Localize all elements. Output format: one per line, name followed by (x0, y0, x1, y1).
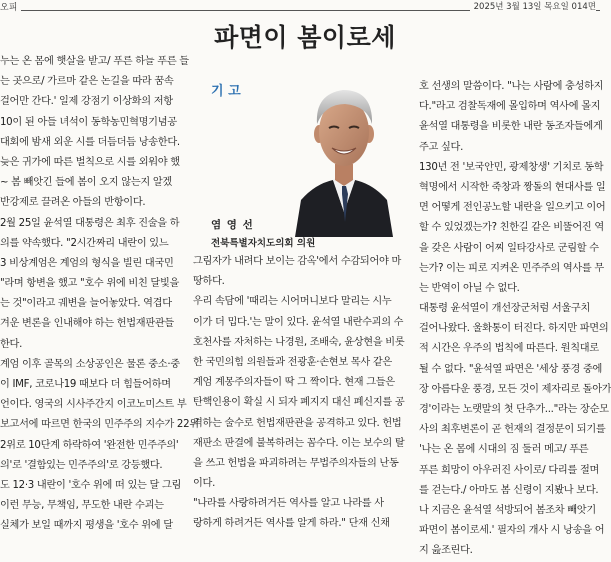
text-line: 을 쓰고 헌법을 파괴하려는 무법주의자들의 난동 (193, 457, 399, 469)
text-line: 을 갖은 사람이 어찌 일타강사로 군림할 수 (419, 242, 599, 254)
text-line: 언이다. 영국의 시사주간지 이코노미스트 부 (0, 399, 187, 411)
text-line: 걸어만 간다.' 일제 강점기 이상화의 저항 (0, 96, 173, 108)
text-line: 면 어떻게 전인공노할 내란을 일으키고 이어 (419, 202, 606, 214)
text-line: 대통령 윤석열이 개선장군처럼 서울구치 (419, 303, 591, 315)
article-column-3 (419, 77, 611, 562)
text-line: "나라를 사랑하려거든 역사를 알고 나라를 사 (193, 498, 384, 510)
text-line: 늦은 귀가에 따른 벌칙으로 시를 외워야 했 (0, 156, 180, 168)
text-line: 10이 된 아들 녀석이 동학농민혁명기념공 (0, 116, 177, 128)
text-line: 보고서에 따르면 한국의 민주주의 지수가 22위 (0, 419, 199, 431)
text-line: 계엄 계몽주의자들이 딱 그 짝이다. 현재 그들은 (193, 377, 395, 389)
text-line: 겨운 변론을 인내해야 하는 헌법재판관들 (0, 318, 174, 330)
text-line: 지 읊조린다. (419, 545, 473, 557)
article-column-2 (193, 252, 405, 535)
masthead (0, 0, 600, 14)
text-line: 2위로 10단계 하락하여 '완전한 민주주의' (0, 439, 179, 451)
text-line: 혁명에서 시작한 죽창과 짱돌의 현대사를 일 (419, 181, 606, 193)
text-line: 다."라고 검찰독재에 몰입하며 역사에 몰지 (419, 101, 601, 113)
text-line: 사의 최후변론이 곧 헌재의 결정문이 되기를 (419, 424, 606, 436)
text-line: 반강제로 끌려온 아들의 반항이다. (0, 197, 146, 209)
text-line: 3 비상계엄은 계엄의 형식을 빌린 대국민 (0, 257, 174, 269)
text-line: 주고 싶다. (419, 141, 464, 153)
text-line: 호 선생의 말씀이다. "나는 사람에 충성하지 (419, 81, 604, 92)
text-line: 파면이 봄이로세.' 필자의 개사 시 낭송을 어 (419, 525, 605, 537)
text-line: 계엄 이후 골목의 소상공인은 물론 중소·중 (0, 358, 180, 370)
text-line: 격하는 술수로 헌법재판관을 공격하고 있다. 헌법 (193, 417, 402, 429)
text-line: 재판소 판결에 불복하려는 꼼수다. 이는 보수의 탈 (193, 437, 405, 449)
text-line: 는 것"이라고 궤변을 늘어놓았다. 역겹다 (0, 298, 172, 310)
text-line: 2월 25일 윤석열 대통령은 최후 진술을 하 (0, 217, 180, 229)
author-portrait (295, 72, 393, 237)
article-headline: 파면이 봄이로세 (214, 23, 396, 52)
text-line: 를 걷는다./ 아마도 봄 신령이 지봤나 보다. (419, 484, 599, 496)
text-line: 나 지금은 윤석열 석방되어 봄조차 빼앗기 (419, 504, 596, 516)
text-line: 한다. (0, 338, 23, 350)
text-line: 누는 온 몸에 햇살을 받고/ 푸른 하늘 푸른 들 (0, 56, 189, 67)
text-line: 그림자가 내려다 보이는 감옥'에서 수감되어야 마 (193, 256, 402, 267)
text-line: 이 IMF, 코로나19 때보다 더 힘들어하며 (0, 379, 171, 390)
text-line: 우리 속담에 '때리는 시어머니보다 말리는 시누 (193, 296, 392, 308)
text-line: 실체가 보일 때까지 평생을 '호수 위에 달 (0, 520, 173, 532)
text-line: 호천사를 자처하는 나경원, 조배숙, 윤상현을 비롯 (193, 336, 405, 348)
text-line: 윤석열 대통령을 비롯한 내란 동조자들에게 (419, 121, 603, 133)
text-line: 이다. (193, 478, 216, 490)
text-line: 푸른 희망이 아우러진 사이로/ 다리를 절며 (419, 464, 600, 476)
text-line: 의를 약속했다. "2시간짜리 내란이 있느 (0, 237, 169, 249)
text-line: 장 아름다운 풍경, 모든 것이 제자리로 돌아가 (419, 383, 611, 395)
text-line: "라며 항변을 했고 "호수 위에 비친 달빛을 (0, 278, 180, 290)
text-line: 이가 더 밉다.'는 말이 있다. 윤석열 내란수괴의 수 (193, 316, 404, 328)
text-line: 이런 무능, 무책임, 무도한 내란 수괴는 (0, 500, 164, 512)
author-name: 염 영 선 (211, 219, 254, 231)
text-line: 는 곳으로/ 가르마 같은 논길을 따라 꿈속 (0, 76, 174, 88)
issue-date: 2025년 3월 13일 목요일 014면 (470, 0, 596, 12)
text-line: 걸어나왔다. 울화통이 터진다. 하지만 파면의 (419, 323, 609, 335)
contributor-box (193, 52, 405, 247)
text-line: 땅하다. (193, 276, 225, 288)
text-line: 대회에 밤새 외운 시를 더듬더듬 낭송한다. (0, 136, 180, 148)
text-line: 될 수 없다. "윤석열 파면은 '세상 풍경 중에 (419, 363, 603, 375)
text-line: 랑하게 하려거든 역사를 알게 하라." 단재 신채 (193, 518, 390, 530)
text-line: 탄핵인용이 확실 시 되자 폐지지 대신 폐신지를 공 (193, 397, 405, 409)
text-line: '나는 온 몸에 시대의 짐 둘러 메고/ 푸른 (419, 444, 589, 456)
author-role: 전북특별자치도의회 의원 (211, 238, 316, 249)
text-line: 한 국민의힘 의원들과 전광훈·손현보 목사 같은 (193, 356, 392, 368)
contribution-tag: 기 고 (211, 84, 241, 99)
text-line: 경'이라는 노랫말의 첫 단추가..."라는 장순모 (419, 404, 609, 415)
text-line: 의'로 '결함있는 민주주의'로 강등했다. (0, 459, 163, 471)
text-line: 130년 전 '보국안민, 광제창생' 기치로 동학 (419, 161, 604, 173)
text-line: 적 시간은 우주의 법칙에 따른다. 원칙대로 (419, 343, 599, 355)
text-line: 는가? 이는 피로 지켜온 민주주의 역사를 무 (419, 262, 604, 274)
text-line: 할 수 있었겠는가? 친한길 같은 비뚤어진 역 (419, 222, 604, 234)
text-line: 도 12·3 내란이 '호수 위에 떠 있는 달 그림 (0, 479, 182, 491)
text-line: ~ 봄 빼앗긴 들에 봄이 오지 않는지 알겠 (0, 177, 172, 189)
text-line: 는 반역이 아닐 수 없다. (419, 282, 520, 294)
section-mark: 오피 (0, 0, 21, 13)
article-column-1 (0, 52, 199, 537)
